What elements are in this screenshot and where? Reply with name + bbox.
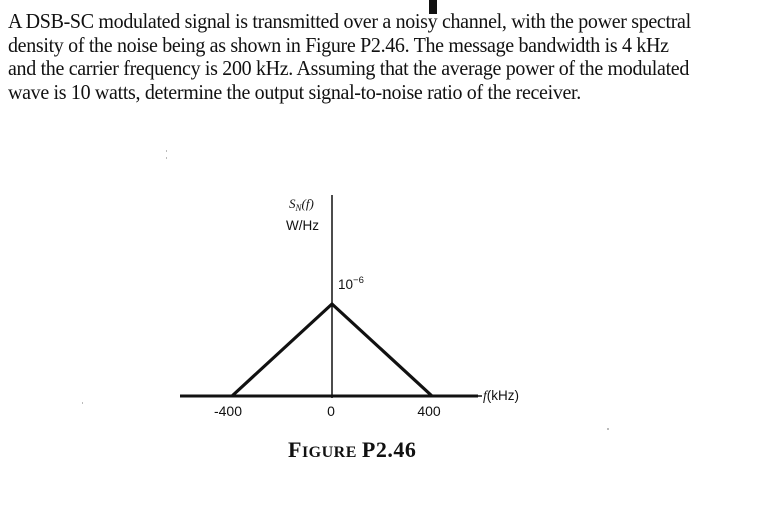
x-tick-label: 400 [417, 403, 441, 419]
caption-initial: F [288, 437, 302, 462]
y-axis-units: W/Hz [286, 218, 319, 233]
y-axis-symbol: S [289, 196, 296, 211]
y-axis-label [289, 196, 314, 213]
caption-word: IGURE [301, 444, 357, 461]
x-axis-label [483, 388, 519, 403]
peak-value-exponent: −6 [353, 275, 364, 286]
problem-line-3: and the carrier frequency is 200 kHz. Assuming that the average power of the modulated [8, 56, 690, 80]
x-tick-label: -400 [213, 403, 243, 419]
x-axis-units: (kHz) [486, 388, 520, 403]
peak-value-label [338, 275, 364, 292]
y-axis-subscript: N [295, 203, 302, 213]
x-axis-variable: f [483, 388, 487, 403]
y-axis-argument: (f) [301, 196, 314, 211]
peak-value-base: 10 [338, 277, 354, 292]
x-tick-label: 0 [327, 403, 335, 419]
figure-caption [288, 437, 416, 463]
problem-line-4: wave is 10 watts, determine the output signal-to-noise ratio of the receiver. [8, 79, 581, 104]
problem-line-2: density of the noise being as shown in Figure P2.46. The message bandwidth is 4 kHz [8, 32, 669, 57]
caption-number: P2.46 [361, 437, 417, 462]
problem-line-1: A DSB-SC modulated signal is transmitted over a noisy channel, with the power spectral [8, 9, 691, 33]
